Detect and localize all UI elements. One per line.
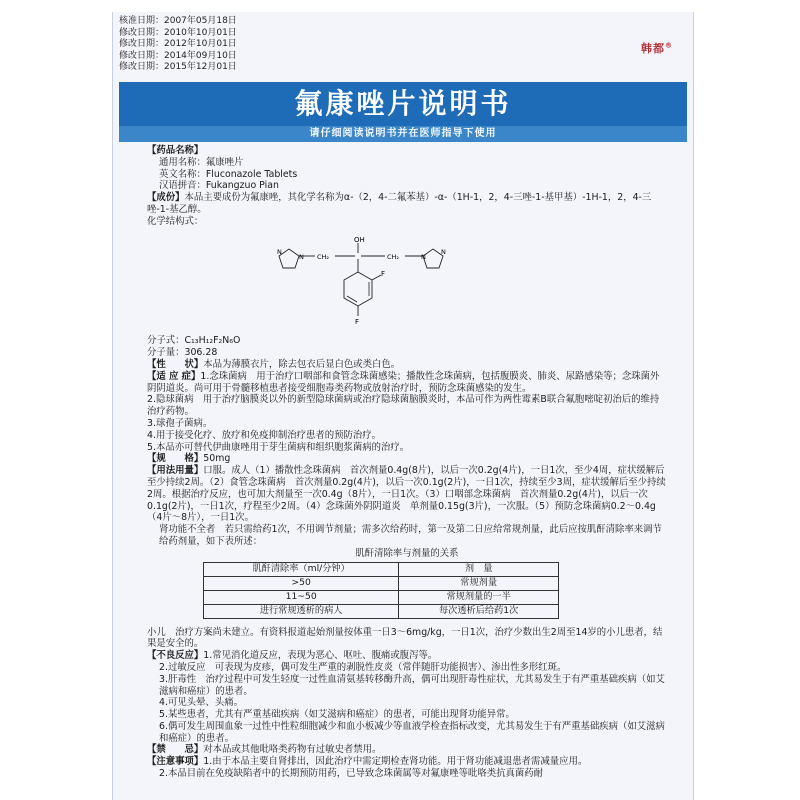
renal-dosage-text: 肾功能不全者 若只需给药1次，不用调节剂量；需多次给药时，第一及第二日应给常规剂量，此后应按肌酐清除率来调节给药剂量，如下表所述： <box>159 524 662 547</box>
adverse-item: 4.可见头晕、头痛。 <box>159 697 243 709</box>
table-cell: 每次透析后给药1次 <box>399 604 559 618</box>
table-header-cell: 剂 量 <box>399 562 559 576</box>
structure-label: 化学结构式： <box>147 215 204 227</box>
table-row <box>204 590 559 604</box>
table-cell: >50 <box>204 576 399 590</box>
section-heading-properties: 【性 状】 <box>147 358 204 370</box>
date-line: 修改日期：2015年12月01日 <box>119 62 237 73</box>
struct-n-label: N <box>299 252 304 261</box>
spec-text: 50mg <box>203 453 231 465</box>
precaution-item: 1.由于本品主要自肾排出，因此治疗中需定期检查肾功能。用于肾功能减退患者需减量应用。 <box>203 756 588 768</box>
usage-notice: 请仔细阅读说明书并在医师指导下使用 <box>309 128 497 139</box>
section-heading-contraindications: 【禁 忌】 <box>147 744 204 756</box>
properties-text: 本品为薄膜衣片，除去包衣后显白色或类白色。 <box>203 358 401 370</box>
composition-paragraph <box>147 192 667 216</box>
adverse-item: 1.常见消化道反应，表现为恶心、呕吐、腹痛或腹泻等。 <box>203 650 438 662</box>
struct-f-label: F <box>355 317 360 326</box>
date-line: 核准日期：2007年05月18日 <box>119 16 237 26</box>
precaution-item: 2.本品目前在免疫缺陷者中的长期预防用药，已导致念珠菌属等对氟康唑等吡咯类抗真菌药耐 <box>159 768 543 780</box>
composition-text: 本品主要成份为氟康唑，其化学名称为α-（2，4-二氟苯基）-α-（1H-1，2，4-三唑-1-基甲基）-1H-1，2，4-三唑-1-基乙醇。 <box>147 192 652 215</box>
indications-paragraph <box>147 371 667 395</box>
chemical-structure-diagram <box>257 234 457 330</box>
adverse-item: 2.过敏反应 可表现为皮疹，偶可发生严重的剥脱性皮炎（常伴随肝功能损害）、渗出性多形红斑。 <box>159 661 567 673</box>
struct-oh-label: OH <box>354 235 365 244</box>
adverse-paragraph <box>147 650 667 662</box>
generic-name: 通用名称：氟康唑片 <box>159 156 244 168</box>
section-heading-spec: 【规 格】 <box>147 453 204 465</box>
child-dosage-text: 小儿 治疗方案尚未建立。有资料报道起始剂量按体重一日3～6mg/kg，一日1次，治疗少数出生2周至14岁的小儿患者，结果是安全的。 <box>147 626 663 650</box>
pinyin-name: 汉语拼音：Fukangzuo Pian <box>159 180 279 192</box>
leaflet-sheet <box>112 12 694 800</box>
indication-item: 5.本品亦可替代伊曲康唑用于芽生菌病和组织胞浆菌病的治疗。 <box>147 441 410 453</box>
notice-band <box>119 126 687 142</box>
english-name: 英文名称：Fluconazole Tablets <box>159 168 298 180</box>
struct-n-label: N <box>421 252 426 261</box>
table-header-row <box>204 562 559 576</box>
dosage-paragraph <box>147 465 667 524</box>
section-heading-composition: 【成份】 <box>147 192 185 204</box>
page-title: 氟康唑片说明书 <box>294 87 512 120</box>
contra-paragraph <box>147 744 667 756</box>
table-cell: 进行常规透析的病人 <box>204 604 399 618</box>
properties-paragraph <box>147 359 667 371</box>
table-row <box>204 576 559 590</box>
section-heading-dosage: 【用法用量】 <box>147 465 204 477</box>
indication-item: 1.念珠菌病 用于治疗口咽部和食管念珠菌感染；播散性念珠菌病，包括腹膜炎、肺炎、尿路感染等；念珠菌外阴阴道炎。尚可用于骨髓移植患者接受细胞毒类药物或放射治疗时，预防念珠菌感染的发生。 <box>147 370 660 394</box>
indication-item: 2.隐球菌病 用于治疗脑膜炎以外的新型隐球菌病或治疗隐球菌脑膜炎时，本品可作为两性霉素B联合氟胞嘧啶初治后的维持治疗药物。 <box>147 394 660 418</box>
table-caption: 肌酐清除率与剂量的关系 <box>355 547 459 559</box>
contra-text: 对本品或其他吡咯类药物有过敏史者禁用。 <box>203 744 382 756</box>
struct-n-label: N <box>277 247 282 256</box>
adverse-item: 5.某些患者，尤其有严重基础疾病（如艾滋病和癌症）的患者，可能出现肾功能异常。 <box>159 709 515 721</box>
date-line: 修改日期：2010年10月01日 <box>119 27 237 38</box>
struct-f-label: F <box>381 269 386 278</box>
renal-dose-table <box>203 562 559 619</box>
section-heading-precautions: 【注意事项】 <box>147 756 204 768</box>
struct-n-label: N <box>441 247 446 256</box>
title-band <box>119 82 687 126</box>
revision-dates <box>119 16 237 74</box>
adverse-item: 6.偶可发生周围血象一过性中性粒细胞减少和血小板减少等血液学检查指标改变，尤其易发生于有严重基础疾病（如艾滋病和癌症）的患者。 <box>159 720 665 744</box>
indication-item: 3.球孢子菌病。 <box>147 417 213 429</box>
table-row <box>204 604 559 618</box>
table-header-cell: 肌酐清除率（ml/分钟） <box>204 562 399 576</box>
date-line: 修改日期：2012年10月01日 <box>119 39 237 50</box>
brand-mark: ® <box>665 41 673 50</box>
table-cell: 11~50 <box>204 590 399 604</box>
dosage-text: 口服。成人（1）播散性念珠菌病 首次剂量0.4g(8片)，以后一次0.2g(4片)，一日1次，至少4周，症状缓解后至少持续2周。（2）食管念珠菌病 首次剂量0.2g(4片)，以后一次0.1g(2片)，一日1次，持续至少3周，症状缓解后至少持续2周。根据治疗反应，也可加大剂量至一次0.4g（8片），一日1次。（3）口咽部念珠菌病 首次剂量0.2g(4片)，以后一次0.1g(2片)，一日1次，疗程至少2周。（4）念珠菌外阴阴道炎 单剂量0.15g(3片)，一次服。（5）预防念珠菌病0.2～0.4g（4片～8片），一日1次。 <box>147 465 666 524</box>
leaflet-content <box>147 145 667 780</box>
section-heading-drug-name: 【药品名称】 <box>147 145 204 156</box>
brand-name: 韩都 <box>641 42 665 55</box>
section-heading-adverse: 【不良反应】 <box>147 650 204 662</box>
molecular-formula: 分子式：C₁₃H₁₂F₂N₆O <box>147 335 241 347</box>
table-cell: 常规剂量的一半 <box>399 590 559 604</box>
indication-item: 4.用于接受化疗、放疗和免疫抑制治疗患者的预防治疗。 <box>147 429 381 441</box>
struct-ch2-label: CH₂ <box>317 252 330 261</box>
date-line: 修改日期：2014年09月10日 <box>119 50 237 61</box>
table-cell: 常规剂量 <box>399 576 559 590</box>
brand-logo <box>641 40 673 56</box>
molecular-weight: 分子量：306.28 <box>147 347 218 359</box>
precautions-paragraph <box>147 756 667 768</box>
section-heading-indications: 【适 应 症】 <box>147 370 201 382</box>
spec-paragraph <box>147 453 667 465</box>
adverse-item: 3.肝毒性 治疗过程中可发生轻度一过性血清氨基转移酶升高，偶可出现肝毒性症状，尤其易发生于有严重基础疾病（如艾滋病和癌症）的患者。 <box>159 673 665 697</box>
struct-ch2-label: CH₂ <box>387 252 400 261</box>
